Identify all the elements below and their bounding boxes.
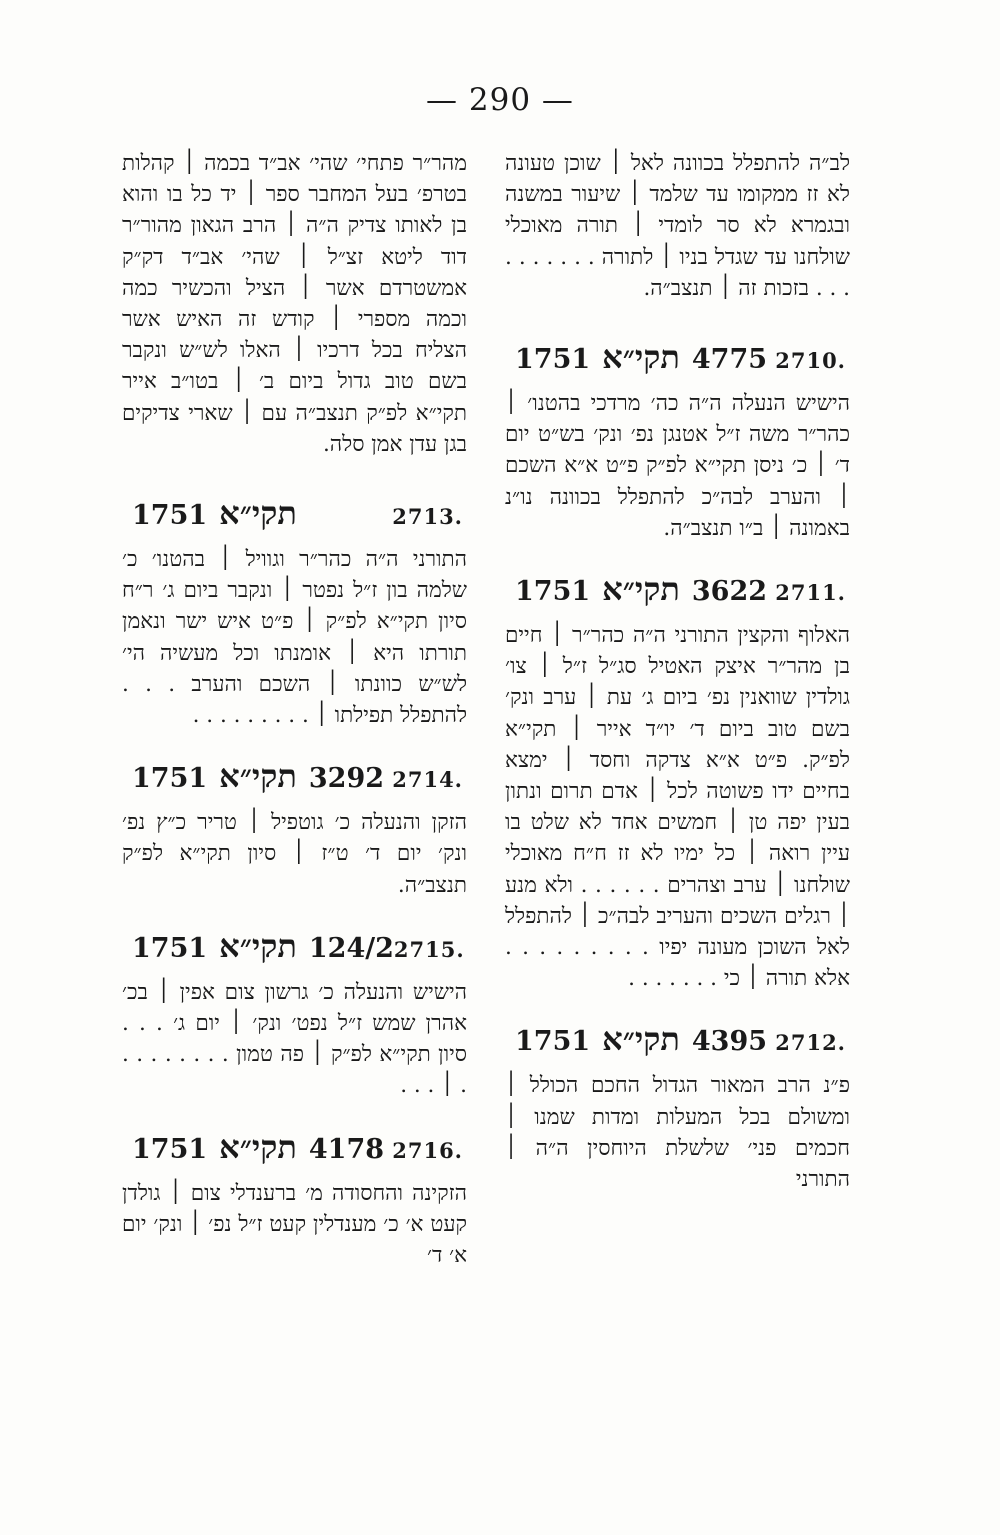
continued-text: מהר״ר פתחי׳ שהי׳ אב״ד בכמה ׀ קהלות בטרפ׳ בעל המחבר ספר ׀ יד כל בו והוא בן לאותו צדיק ה״ה ׀ הרב הגאון מהור״ר דוד ליטא זצ״ל ׀ שהי׳ אב״ד דק״ק אמשטרדם אשר ׀ הציל והכשיר כמה וכמה מספרי ׀ קודש זה האיש אשר הצליח בכל דרכיו ׀ האלו לש״ש ונקבר בשם טוב גדול ביום ב׳ ׀ בטו״ב אייר תקי״א לפ״ק תנצב״ה עם ׀ שארי צדיקים בגן עדן אמן סלה. (122, 151, 467, 457)
gregorian-year: 1751 (132, 763, 208, 795)
entry-heading (122, 927, 467, 965)
entry-2716 (122, 1128, 467, 1272)
entry-number: 2714. (392, 767, 463, 793)
entry-2711 (505, 570, 850, 994)
entry-heading (505, 570, 850, 608)
gregorian-year: 1751 (132, 1133, 208, 1165)
hebrew-year: תקי״א (219, 757, 297, 796)
stone-id: 124/2 (308, 932, 394, 964)
stone-id: 3622 (691, 576, 768, 608)
entry-2715 (122, 927, 467, 1102)
left-column (122, 148, 467, 1297)
stone-id: 4395 (691, 1026, 768, 1058)
entry-2710 (505, 338, 850, 544)
entry-text: הישיש והנעלה כ׳ גרשון צום אפין ׀ בכ׳ אהרן שמש ז״ל נפט׳ ונק׳ ׀ יום ג׳ . . . סיון תקי״א לפ״ק ׀ פה טמון . . . . . . . . . ׀ . . . (122, 979, 467, 1099)
entry-heading (505, 338, 850, 376)
entry-text: הזקן והנעלה כ׳ גוטפיל ׀ טריר כ״ץ נפ׳ ונק׳ יום ד׳ ט״ז ׀ סיון תקי״א לפ״ק תנצב״ה. (122, 810, 467, 898)
entry-number: 2711. (775, 580, 846, 606)
entry-text: הישיש הנעלה ה״ה כה׳ מרדכי בהטנו׳ ׀ כהר״ר משה ז״ל אטנגן נפ׳ ונק׳ בש״ט יום ד׳ ׀ כ׳ ניסן תקי״א לפ״ק פ״ט א״א השכם ׀ והערב לבה״כ להתפלל בכוונה נו״נ באמונה ׀ ב״ו תנצב״ה. (505, 391, 850, 541)
hebrew-year: תקי״א (602, 570, 680, 609)
hebrew-year: תקי״א (219, 926, 297, 965)
gregorian-year: 1751 (132, 932, 208, 964)
entry-heading (122, 1128, 467, 1166)
entry-2712 (505, 1020, 850, 1195)
continued-text: לב״ה להתפלל בכוונה לאל ׀ שוכן טעונה לא זז ממקומו עד שלמד ׀ שיעור במשנה ובגמרא לא סר לומדי ׀ תורה מאוכלי שולחנו עד שגדל בניו ׀ לתורה . . . . . . . . . . בזכות זה ׀ תנצב״ה. (505, 151, 850, 301)
entry-text: התורני ה״ה כהר״ר וגוויל ׀ בהטנו׳ כ׳ שלמה בון ז״ל נפטר ׀ ונקבר ביום ג׳ ר״ח סיון תקי״א לפ״ק ׀ פ״ט איש ישר ונאמן תורתו היא ׀ אומנתו וכל מעשיה הי׳ לש״ש כוונתו ׀ השכם והערב . . . להתפלל תפילתו ׀ . . . . . . . . . (122, 547, 467, 729)
entry-heading (122, 494, 467, 532)
entry-text: הזקינה והחסודה מ׳ ברענדלי צום ׀ גולדן קעט א׳ כ׳ מענדלין קעט ז״ל נפ׳ ׀ ונק׳ יום א׳ ד׳ (122, 1180, 467, 1269)
entry-number: 2715. (393, 936, 465, 962)
right-column (505, 148, 850, 1221)
entry-number: 2712. (775, 1030, 846, 1056)
gregorian-year: 1751 (515, 344, 591, 376)
stone-id: 4178 (308, 1133, 385, 1165)
entry-heading (505, 1020, 850, 1058)
gregorian-year: 1751 (132, 500, 208, 532)
entry-text: האלוף והקצין התורני ה״ה כהר״ר ׀ חיים בן מהר״ר איצק האטיל סג״ל ז״ל ׀ צו׳ גולדין שוואנין נפ׳ ביום ג׳ עת ׀ ערב ונק׳ בשם טוב ביום ד׳ יו״ד אייר ׀ תקי״א לפ״ק. פ״ט א״א צדקה וחסד ׀ ימצא בחיים ידו פשוטה לכל ׀ אדם תרום ונתון בעין יפה טן ׀ חמשים אחד לא שלט בו עיין רואה ׀ כל ימיו לא זז ח״ח מאוכלי שולחנו ׀ ערב וצהרים . . . . . . ולא מנע ׀ רגלים השכים והעריב לבה״כ ׀ להתפלל לאל השוכן מעונה יפיו . . . . . . . . . אלא תורה ׀ כי . . . . . . . (505, 623, 850, 992)
hebrew-year: תקי״א (602, 1020, 680, 1059)
hebrew-year: תקי״א (219, 494, 297, 533)
gregorian-year: 1751 (515, 1026, 591, 1058)
entry-number: 2713. (392, 504, 463, 530)
hebrew-year: תקי״א (219, 1127, 297, 1166)
gregorian-year: 1751 (515, 576, 591, 608)
stone-id: 4775 (691, 344, 768, 376)
entry-number: 2710. (775, 348, 846, 374)
entry-2713 (122, 494, 467, 731)
stone-id: 3292 (308, 763, 385, 795)
entry-text: פ״נ הרב המאור הגדול החכם הכולל ׀ ומשולם בכל המעלות ומדות שמנו ׀ חכמים פני׳ שלשלת היוחסין ה״ה ׀ התורני (505, 1073, 850, 1193)
entry-heading (122, 757, 467, 795)
entry-2714 (122, 757, 467, 901)
entry-number: 2716. (392, 1137, 463, 1163)
page-number: — 290 — (426, 82, 574, 118)
hebrew-year: תקי״א (602, 338, 680, 377)
